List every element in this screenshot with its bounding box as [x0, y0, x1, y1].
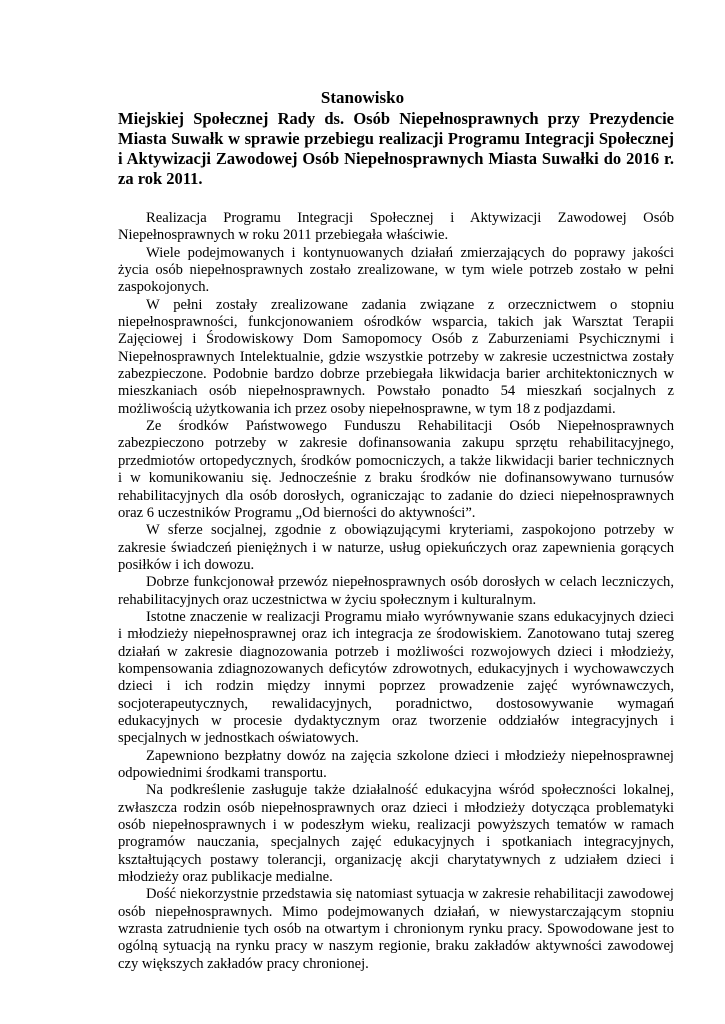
document-body [118, 210, 674, 973]
paragraph: W sferze socjalnej, zgodnie z obowiązującymi kryteriami, zaspokojono potrzeby w zakresie świadczeń pieniężnych i w naturze, usług opiekuńczych oraz zapewnienia gorących posiłków i ich dowozu. [118, 522, 674, 573]
paragraph: Realizacja Programu Integracji Społecznej i Aktywizacji Zawodowej Osób Niepełnosprawnych w roku 2011 przebiegała właściwie. [118, 210, 674, 244]
paragraph: Istotne znaczenie w realizacji Programu miało wyrównywanie szans edukacyjnych dzieci i młodzieży niepełnosprawnej oraz ich integracja ze środowiskiem. Zanotowano tutaj szereg działań w zakresie diagnozowania potrzeb i możliwości rozwojowych dzieci i młodzieży, kompensowania zdiagnozowanych deficytów zdrowotnych, edukacyjnych i wychowawczych dzieci i ich rodzin między innymi poprzez prowadzenie zajęć wyrównawczych, socjoterapeutycznych, rewalidacyjnych, poradnictwo, dostosowywanie wymagań edukacyjnych w procesie dydaktycznym oraz tworzenie oddziałów integracyjnych i specjalnych w jednostkach oświatowych. [118, 608, 674, 747]
document-subtitle: Miejskiej Społecznej Rady ds. Osób Niepełnosprawnych przy Prezydencie Miasta Suwałk w sprawie przebiegu realizacji Programu Integracji Społecznej i Aktywizacji Zawodowej Osób Niepełnosprawnych Miasta Suwałki do 2016 r. za rok 2011. [118, 109, 674, 188]
paragraph: Zapewniono bezpłatny dowóz na zajęcia szkolone dzieci i młodzieży niepełnosprawnej odpowiednimi środkami transportu. [118, 747, 674, 781]
paragraph: Dobrze funkcjonował przewóz niepełnosprawnych osób dorosłych w celach leczniczych, rehabilitacyjnych oraz uczestnictwa w życiu społecznym i kulturalnym. [118, 574, 674, 608]
paragraph: W pełni zostały zrealizowane zadania związane z orzecznictwem o stopniu niepełnosprawności, funkcjonowaniem ośrodków wsparcia, takich jak Warsztat Terapii Zajęciowej i Środowiskowy Dom Samopomocy Osób z Zaburzeniami Psychicznymi i Niepełnosprawnych Intelektualnie, gdzie wszystkie potrzeby w zakresie uczestnictwa zostały zabezpieczone. Podobnie bardzo dobrze przebiegała likwidacja barier architektonicznych w mieszkaniach osób niepełnosprawnych. Powstało ponadto 54 mieszkań socjalnych z możliwością użytkowania ich przez osoby niepełnosprawne, w tym 18 z podjazdami. [118, 296, 674, 417]
paragraph: Na podkreślenie zasługuje także działalność edukacyjna wśród społeczności lokalnej, zwłaszcza rodzin osób niepełnosprawnych oraz dzieci i młodzieży dotycząca problematyki osób niepełnosprawnych i w podeszłym wieku, realizacji powyższych tematów w ramach programów nauczania, specjalnych zajęć edukacyjnych i spotkaniach integracyjnych, kształtujących postawy tolerancji, organizację akcji charytatywnych z udziałem dzieci i młodzieży oraz publikacje medialne. [118, 782, 674, 886]
document-title: Stanowisko [320, 88, 405, 107]
paragraph: Wiele podejmowanych i kontynuowanych działań zmierzających do poprawy jakości życia osób niepełnosprawnych zostało zrealizowane, w tym wiele potrzeb zostało w pełni zaspokojonych. [118, 244, 674, 296]
paragraph: Ze środków Państwowego Funduszu Rehabilitacji Osób Niepełnosprawnych zabezpieczono potrzeby w zakresie dofinansowania zakupu sprzętu rehabilitacyjnego, przedmiotów ortopedycznych, środków pomocniczych, a także likwidacji barier technicznych i w komunikowaniu się. Jednocześnie z braku środków nie dofinansowywano turnusów rehabilitacyjnych dla osób dorosłych, ograniczając to zadanie do dzieci niepełnosprawnych oraz 6 uczestników Programu „Od bierności do aktywności”. [118, 418, 674, 521]
paragraph: Dość niekorzystnie przedstawia się natomiast sytuacja w zakresie rehabilitacji zawodowej osób niepełnosprawnych. Mimo podejmowanych działań, w niewystarczającym stopniu wzrasta zatrudnienie tych osób na otwartym i chronionym rynku pracy. Spowodowane jest to ogólną sytuacją na rynku pracy w naszym regionie, braku zakładów aktywności zawodowej czy większych zakładów pracy chronionej. [118, 886, 674, 972]
